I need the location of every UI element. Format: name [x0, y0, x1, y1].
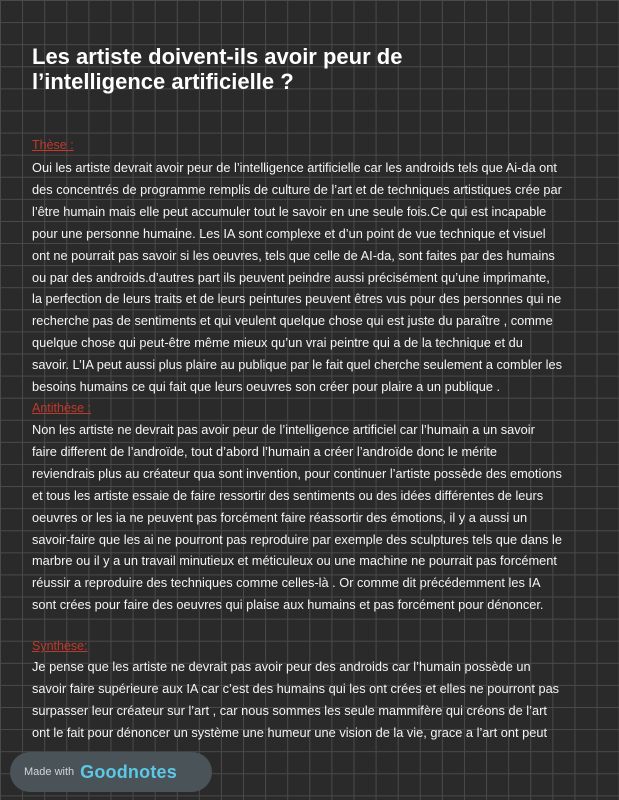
page-title — [32, 44, 592, 94]
text-line: pour une personne humaine. Les IA sont complexe et d’un point de vue technique et visuel — [32, 225, 546, 241]
text-line: besoins humains ce qui fait que leurs oeuvres son créer pour plaire a un publique . — [32, 379, 501, 395]
text-line: ont ne pourrait pas savoir si les oeuvres, tels que celle de AI-da, sont faites par des humains — [32, 247, 555, 263]
title-line: Les artiste doivent-ils avoir peur de — [32, 44, 403, 69]
text-line: Je pense que les artiste ne devrait pas avoir peur des androids car l’humain possède un — [32, 659, 531, 674]
text-line: marbre ou il y a un travail minutieux et méticuleux ou une machine ne pourrait pas forcément — [32, 553, 557, 569]
text-line: Non les artiste ne devrait pas avoir peur de l’intelligence artificiel car l’humain a un savoir — [32, 422, 535, 437]
text-line: des concentrés de programme remplis de culture de l’art et de techniques artistiques crée par — [32, 181, 562, 197]
section-label-antithese: Antithèse : — [32, 401, 92, 415]
text-line: ont le fait pour dénoncer un système une humeur une vision de la vie, grace a l’art ont peut — [32, 724, 548, 740]
text-line: reviendrais plus au créateur qua sont invention, pour continuer l’artiste possède des emotions — [32, 465, 562, 481]
text-line: recherche pas de sentiments et qui veulent quelque chose qui est juste du paraître , comme — [32, 313, 553, 329]
antithese-paragraph — [32, 419, 592, 616]
text-line: et tous les artiste essaie de faire ressortir des sentiments ou des idées différentes de leurs — [32, 487, 544, 503]
text-line: faire different de l’androïde, tout d’abord l’humain a créer l’androïde donc le mérite — [32, 443, 497, 459]
text-line: Oui les artiste devrait avoir peur de l’intelligence artificielle car les androids tels que Ai-da ont — [32, 160, 557, 175]
synthese-paragraph — [32, 656, 592, 744]
text-line: savoir. L’IA peut aussi plus plaire au publique par le fait quel cherche seulement a combler les — [32, 357, 562, 373]
section-label-synthese: Synthèse: — [32, 639, 88, 653]
title-line: l’intelligence artificielle ? — [32, 69, 294, 94]
made-with-goodnotes-badge[interactable] — [10, 752, 212, 792]
these-paragraph — [32, 157, 592, 398]
text-line: quelque chose qui peut-être même mieux qu’un vrai peintre qui a de la technique et du — [32, 335, 523, 351]
goodnotes-logo: Goodnotes — [80, 761, 177, 782]
text-line: l’être humain mais elle peut accumuler tout le savoir en une seule fois.Ce qui est incapable — [32, 203, 547, 219]
text-line: sont crées pour faire des oeuvres qui plaise aux humains et pas forcément pour dénoncer. — [32, 597, 544, 613]
text-line: surpasser leur créateur sur l’art , car nous sommes les seule mammifère qui créons de l’art — [32, 702, 547, 718]
text-line: oeuvres or les ia ne peuvent pas forcément faire réassortir des émotions, il y a aussi un — [32, 509, 528, 525]
text-line: réussir a reproduire des techniques comme celles-là . Or comme dit précédemment les IA — [32, 575, 541, 591]
badge-made-with-label: Made with — [24, 766, 75, 778]
section-label-these: Thèse : — [32, 138, 74, 152]
text-line: savoir faire supérieure aux IA car c’est des humains qui les ont crées et elles ne pourront pas — [32, 680, 560, 696]
text-line: la perfection de leurs traits et de leurs peintures peuvent êtres vus pour des personnes qui ne — [32, 291, 562, 307]
text-line: savoir-faire que les ai ne pourront pas reproduire par exemple des sculptures tels que dans le — [32, 531, 562, 547]
text-line: ou par des androids.d’autres part ils peuvent peindre aussi précisément qu’une imprimante, — [32, 269, 550, 285]
